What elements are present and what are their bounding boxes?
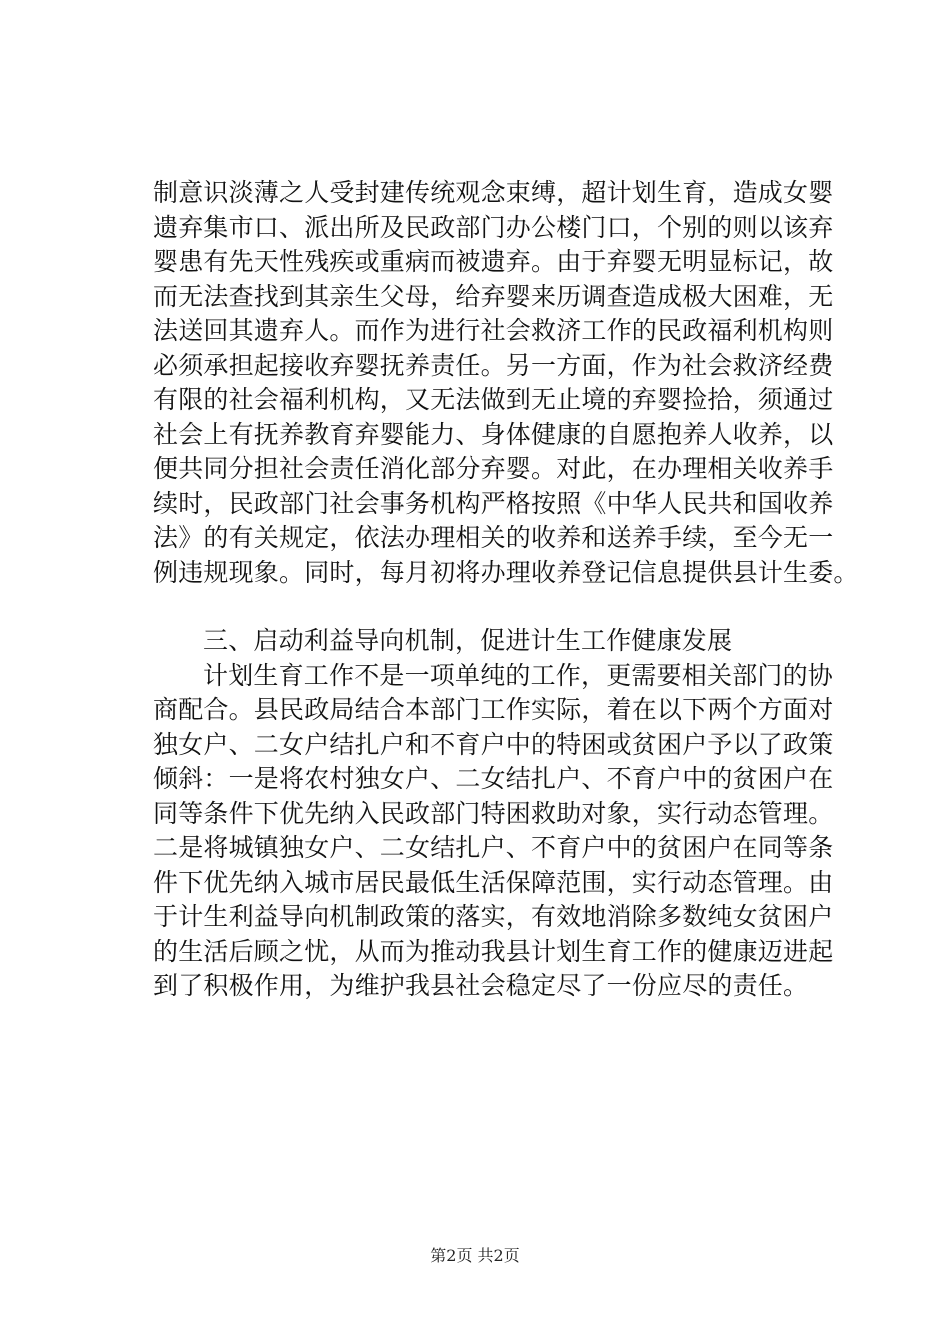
body-line: 婴患有先天性残疾或重病而被遗弃。由于弃婴无明显标记，故 [153,247,834,276]
body-line: 件下优先纳入城市居民最低生活保障范围，实行动态管理。由 [153,867,834,897]
body-line: 二是将城镇独女户、二女结扎户、不育户中的贫困户在同等条 [153,833,834,862]
document-body [153,176,859,1004]
body-line: 法》的有关规定，依法办理相关的收养和送养手续，至今无一 [153,523,834,552]
body-line: 到了积极作用，为维护我县社会稳定尽了一份应尽的责任。 [153,971,809,1000]
body-line: 计划生育工作不是一项单纯的工作，更需要相关部门的协 [203,660,834,690]
body-line: 例违规现象。同时，每月初将办理收养登记信息提供县计生委。 [153,557,859,587]
body-line: 必须承担起接收弃婴抚养责任。另一方面，作为社会救济经费 [153,350,834,380]
body-line: 倾斜：一是将农村独女户、二女结扎户、不育户中的贫困户在 [153,764,834,793]
body-line: 有限的社会福利机构，又无法做到无止境的弃婴捡拾，须通过 [153,385,834,414]
body-line: 同等条件下优先纳入民政部门特困救助对象，实行动态管理。 [153,798,834,828]
body-line: 制意识淡薄之人受封建传统观念束缚，超计划生育，造成女婴 [153,178,834,207]
paragraph-gap [153,590,853,624]
body-line: 遗弃集市口、派出所及民政部门办公楼门口，个别的则以该弃 [153,212,834,242]
body-line: 于计生利益导向机制政策的落实，有效地消除多数纯女贫困户 [153,902,834,931]
body-line: 便共同分担社会责任消化部分弃婴。对此，在办理相关收养手 [153,454,834,483]
body-line: 商配合。县民政局结合本部门工作实际，着在以下两个方面对 [153,695,834,724]
body-line: 的生活后顾之忧，从而为推动我县计划生育工作的健康迈进起 [153,936,834,966]
body-line: 社会上有抚养教育弃婴能力、身体健康的自愿抱养人收养，以 [153,419,834,449]
section-heading: 三、启动利益导向机制，促进计生工作健康发展 [203,626,733,655]
body-line: 法送回其遗弃人。而作为进行社会救济工作的民政福利机构则 [153,316,834,345]
page-footer: 第2页 共2页 [430,1246,520,1265]
body-line: 独女户、二女户结扎户和不育户中的特困或贫困户予以了政策 [153,729,834,759]
body-line: 续时，民政部门社会事务机构严格按照《中华人民共和国收养 [153,488,834,518]
body-line: 而无法查找到其亲生父母，给弃婴来历调查造成极大困难，无 [153,281,834,311]
